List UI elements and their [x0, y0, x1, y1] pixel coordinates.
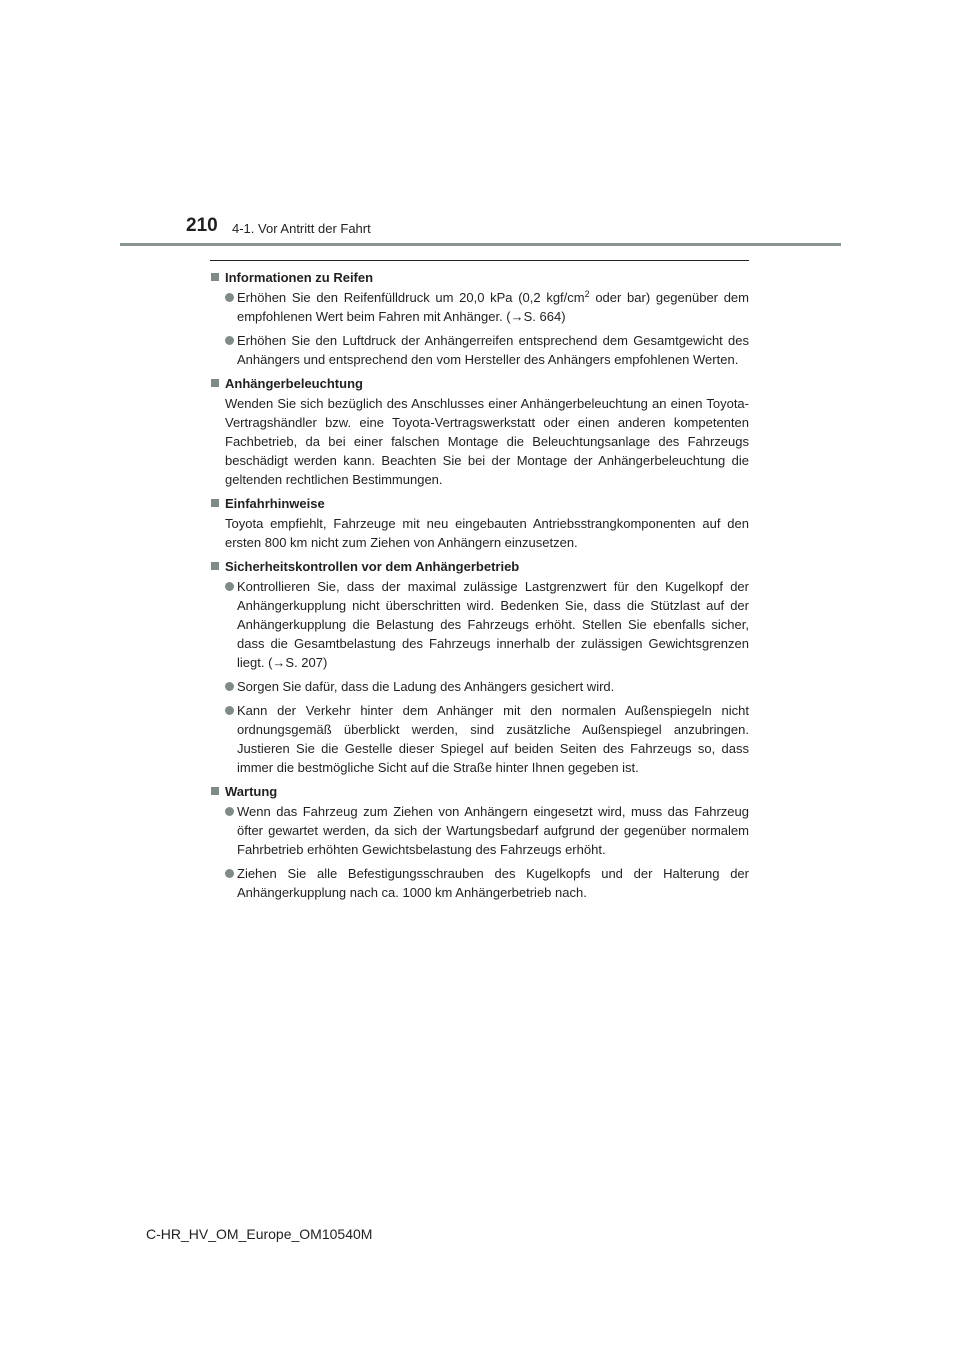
bullet-text: Kann der Verkehr hinter dem Anhänger mit den normalen Außenspiegeln nicht ordnungsgemäß überblickt werden, sind zusätzliche Außenspiegel anzubringen. Justieren Sie die Gestelle dieser Spiegel auf beiden Seiten des Fahrzeugs so, dass immer die bestmögliche Sicht auf die Straße hinter Ihnen gegeben ist.	[237, 703, 749, 775]
section-title: Informationen zu Reifen	[225, 270, 374, 285]
section-title: Sicherheitskontrollen vor dem Anhängerbetrieb	[225, 559, 520, 574]
header-divider	[120, 243, 841, 246]
section-title: Anhängerbeleuchtung	[225, 376, 363, 391]
section-heading	[210, 268, 749, 287]
round-bullet-icon	[225, 807, 234, 816]
section-heading	[210, 494, 749, 513]
square-bullet-icon	[211, 787, 219, 795]
round-bullet-icon	[225, 336, 234, 345]
section-paragraph: Toyota empfiehlt, Fahrzeuge mit neu eingebauten Antriebsstrangkomponenten auf den ersten 800 km nicht zum Ziehen von Anhängern einzusetzen.	[225, 516, 749, 550]
bullet-item	[210, 677, 749, 696]
section-divider	[210, 260, 749, 261]
bullet-item	[210, 802, 749, 859]
bullet-text: Sorgen Sie dafür, dass die Ladung des Anhängers gesichert wird.	[237, 679, 615, 694]
round-bullet-icon	[225, 869, 234, 878]
bullet-text: Erhöhen Sie den Luftdruck der Anhängerreifen entsprechend dem Gesamtgewicht des Anhängers und entsprechend den vom Hersteller des Anhängers empfohlenen Werten.	[237, 333, 749, 367]
section-heading	[210, 782, 749, 801]
bullet-text-start: Erhöhen Sie den Reifenfülldruck um 20,0 kPa (0,2 kgf/cm	[237, 290, 585, 305]
square-bullet-icon	[211, 562, 219, 570]
round-bullet-icon	[225, 293, 234, 302]
round-bullet-icon	[225, 582, 234, 591]
section-paragraph: Wenden Sie sich bezüglich des Anschlusses einer Anhängerbeleuchtung an einen Toyota-Vertragshändler bzw. eine Toyota-Vertragswerkstatt oder einen anderen kompetenten Fachbetrieb, da bei einer falschen Montage die Beleuchtungsanlage des Fahrzeugs beschädigt werden kann. Beachten Sie bei der Montage der Anhängerbeleuchtung die geltenden rechtlichen Bestimmungen.	[225, 396, 749, 487]
square-bullet-icon	[211, 273, 219, 281]
bullet-text: Kontrollieren Sie, dass der maximal zulässige Lastgrenzwert für den Kugelkopf der Anhängerkupplung nicht überschritten wird. Bedenken Sie, dass die Stützlast auf der Anhängerkupplung die Belastung des Fahrzeugs erhöht. Stellen Sie ebenfalls sicher, dass die Gesamtbelastung des Fahrzeugs innerhalb der zulässigen Gewichtsgrenzen liegt. (→S. 207)	[237, 579, 749, 670]
page-content	[210, 268, 749, 907]
section-heading	[210, 557, 749, 576]
section-maintenance	[210, 782, 749, 902]
section-title: Wartung	[225, 784, 278, 799]
section-tire-info	[210, 268, 749, 369]
document-code: C-HR_HV_OM_Europe_OM10540M	[146, 1226, 373, 1242]
square-bullet-icon	[211, 499, 219, 507]
chapter-title: 4-1. Vor Antritt der Fahrt	[232, 221, 371, 236]
bullet-item	[210, 864, 749, 902]
page-number: 210	[186, 215, 218, 236]
bullet-text-end: oder bar) gegenüber dem empfohlenen Wert beim Fahren mit Anhänger. (→S. 664)	[237, 290, 749, 324]
square-bullet-icon	[211, 379, 219, 387]
bullet-item	[210, 331, 749, 369]
section-safety-checks	[210, 557, 749, 777]
bullet-text: Ziehen Sie alle Befestigungsschrauben des Kugelkopfs und der Halterung der Anhängerkupplung nach ca. 1000 km Anhängerbetrieb nach.	[237, 866, 749, 900]
section-heading	[210, 374, 749, 393]
section-title: Einfahrhinweise	[225, 496, 325, 511]
bullet-text: Wenn das Fahrzeug zum Ziehen von Anhängern eingesetzt wird, muss das Fahrzeug öfter gewartet werden, da sich der Wartungsbedarf aufgrund der gegenüber normalem Fahrbetrieb erhöhten Gewichtsbelastung des Fahrzeugs erhöht.	[237, 804, 749, 857]
bullet-item	[210, 701, 749, 777]
bullet-item	[210, 288, 749, 326]
superscript: 2	[584, 289, 590, 299]
section-break-in	[210, 494, 749, 552]
section-trailer-lighting	[210, 374, 749, 489]
bullet-item	[210, 577, 749, 672]
round-bullet-icon	[225, 682, 234, 691]
round-bullet-icon	[225, 706, 234, 715]
